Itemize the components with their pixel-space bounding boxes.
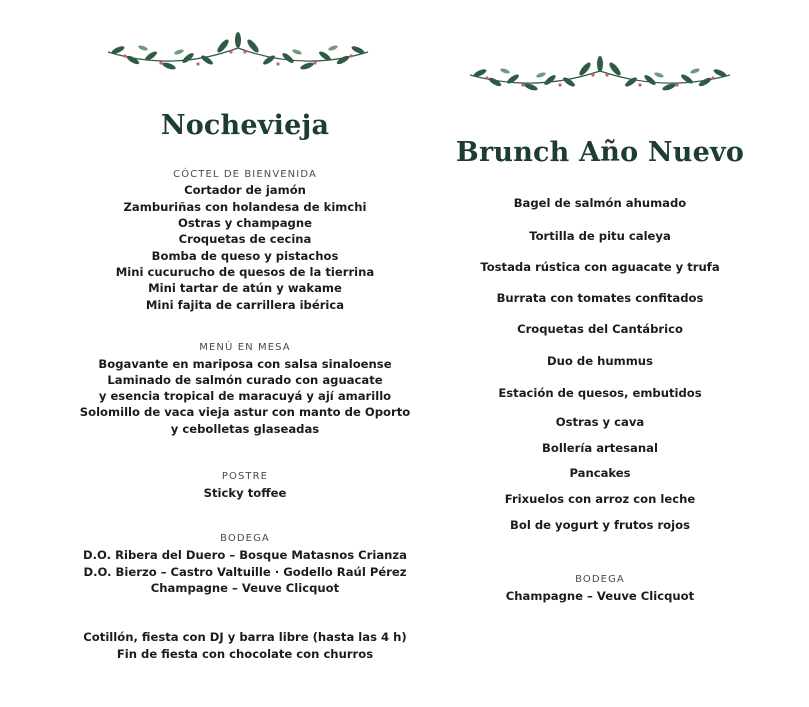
menu-item: Bomba de queso y pistachos [151,249,339,263]
menu-item: Mini fajita de carrillera ibérica [145,298,345,312]
menu-item: Duo de hummus [547,354,653,368]
menu-item: Burrata con tomates confitados [496,291,704,305]
menu-item: Tostada rústica con aguacate y trufa [480,260,720,274]
menu-item: Mini tartar de atún y wakame [148,281,342,295]
wine-item: Champagne – Veuve Clicquot [505,589,695,603]
menu-item: Pancakes [569,466,631,480]
menu-item: Ostras y champagne [178,216,312,230]
menu-item: Bollería artesanal [542,441,658,455]
section-label-postre: POSTRE [221,471,269,482]
section-label-coctel: CÓCTEL DE BIENVENIDA [173,169,317,180]
menu-item: Croquetas del Cantábrico [517,322,683,336]
menu-item: Bol de yogurt y frutos rojos [510,518,690,532]
garland-decoration-right [465,55,735,100]
menu-item: Solomillo de vaca vieja astur con manto de Oporto [79,405,411,419]
menu-item: Tortilla de pitu caleya [529,229,671,243]
menu-item: Croquetas de cecina [178,232,312,246]
menu-item: Estación de quesos, embutidos [498,386,702,400]
menu-item: y esencia tropical de maracuyá y ají amarillo [98,389,392,403]
menu-item: Ostras y cava [555,415,645,429]
menu-nochevieja [55,0,435,707]
menu-item: Mini cucurucho de quesos de la tierrina [115,265,375,279]
closing-line: Fin de fiesta con chocolate con churros [116,647,374,661]
closing-line: Cotillón, fiesta con DJ y barra libre (hasta las 4 h) [83,630,407,644]
menu-item: Sticky toffee [203,486,287,500]
garland-decoration-left [103,30,373,80]
menu-item: Cortador de jamón [184,183,306,197]
section-label-bodega: BODEGA [220,533,270,544]
section-label-bodega: BODEGA [575,574,625,585]
menu-item: Laminado de salmón curado con aguacate [107,373,383,387]
section-label-menu-en-mesa: MENÚ EN MESA [199,342,291,353]
menu-item: Zamburiñas con holandesa de kimchi [123,200,367,214]
menu-item: y cebolletas glaseadas [170,422,320,436]
wine-item: D.O. Bierzo – Castro Valtuille · Godello Raúl Pérez [83,565,407,579]
menu-item: Bagel de salmón ahumado [513,196,687,210]
menu-title-brunch: Brunch Año Nuevo [455,137,745,168]
menu-title-nochevieja: Nochevieja [160,110,330,141]
wine-item: Champagne – Veuve Clicquot [150,581,340,595]
wine-item: D.O. Ribera del Duero – Bosque Matasnos Crianza [83,548,407,562]
menu-item: Frixuelos con arroz con leche [504,492,696,506]
menu-item: Bogavante en mariposa con salsa sinaloense [98,357,392,371]
menu-brunch [430,0,770,707]
